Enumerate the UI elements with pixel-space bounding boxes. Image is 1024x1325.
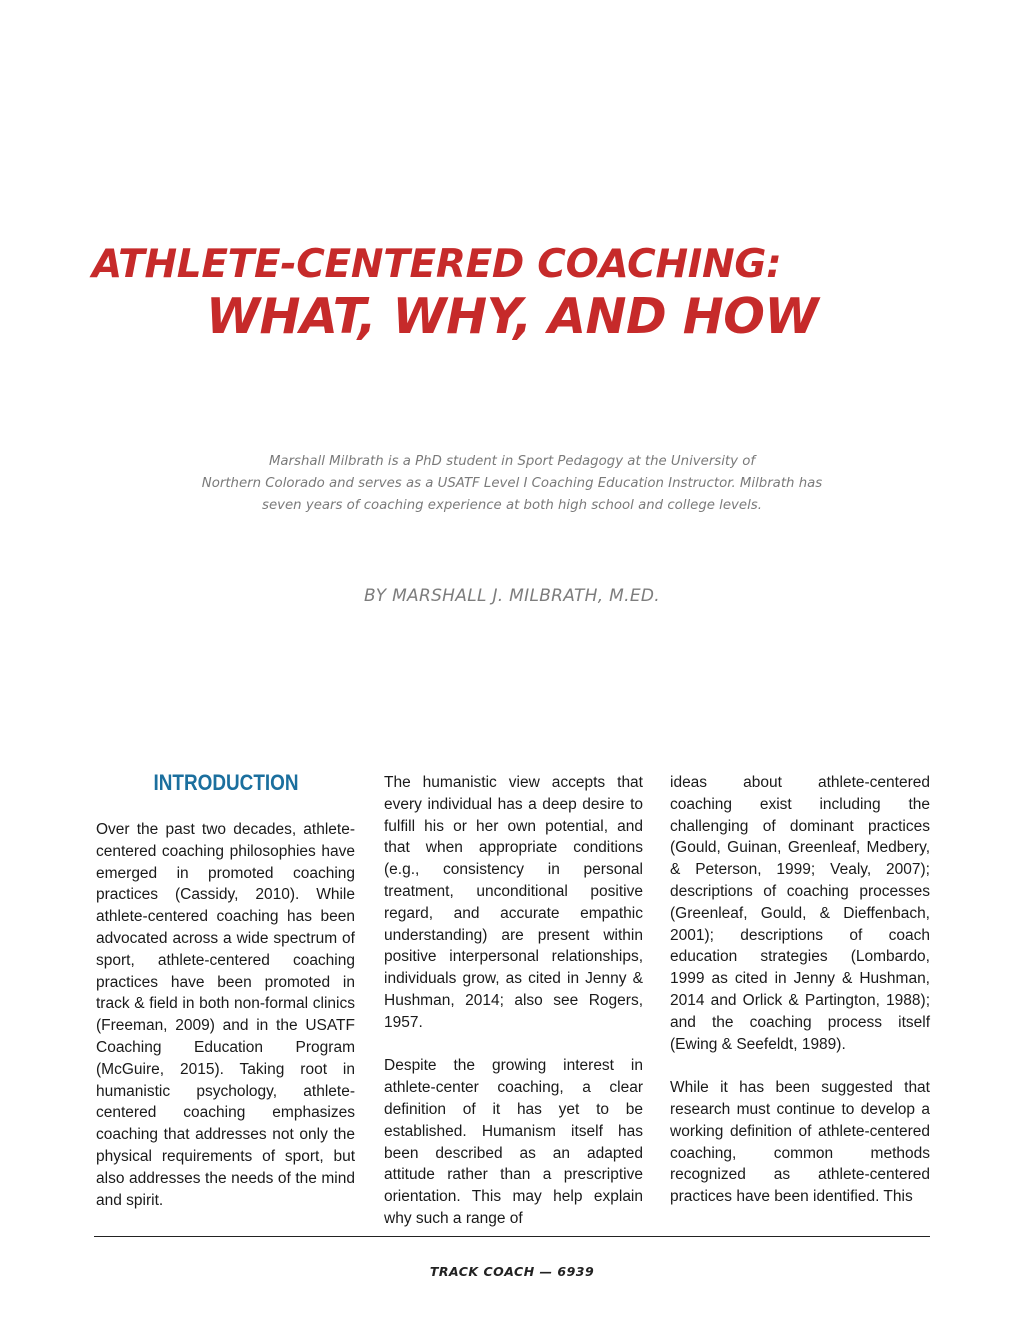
author-bio-line: Marshall Milbrath is a PhD student in Sport Pedagogy at the University of	[268, 454, 756, 469]
article-title-line-2: WHAT, WHY, AND HOW	[206, 288, 818, 345]
author-bio-line: seven years of coaching experience at both high school and college levels.	[262, 498, 762, 513]
byline: BY MARSHALL J. MILBRATH, M.ED.	[364, 586, 660, 606]
body-paragraph: While it has been suggested that research must continue to develop a working definition of athlete-centered coaching, common methods recognized as athlete-centered practices have been identified. This	[670, 1079, 930, 1206]
text-column-1	[96, 819, 355, 1211]
section-heading-introduction: INTRODUCTION	[153, 770, 299, 795]
body-paragraph: Despite the growing interest in athlete-center coaching, a clear definition of it has yet to be established. Humanism itself has been described as an adapted attitude rather than a prescriptive orientation. This may help explain why such a range of	[384, 1057, 643, 1227]
footer-divider	[94, 1236, 930, 1237]
author-bio-line: Northern Colorado and serves as a USATF Level I Coaching Education Instructor. Milbrath has	[201, 476, 823, 491]
author-bio	[150, 451, 874, 517]
body-paragraph: The humanistic view accepts that every individual has a deep desire to fulfill his or her own potential, and that when appropriate conditions (e.g., consistency in personal treatment, unconditional positive regard, and accurate empathic understanding) are present within positive interpersonal relationships, individuals grow, as cited in Jenny & Hushman, 2014; also see Rogers, 1957.	[384, 774, 643, 1031]
text-column-3	[670, 772, 930, 1208]
body-paragraph: ideas about athlete-centered coaching exist including the challenging of dominant practices (Gould, Guinan, Greenleaf, Medbery, & Peterson, 1999; Vealy, 2007); descriptions of coaching processes (Greenleaf, Gould, & Dieffenbach, 2001); descriptions of coach education strategies (Lombardo, 1999 as cited in Jenny & Hushman, 2014 and Orlick & Partington, 1988); and the coaching process itself (Ewing & Seefeldt, 1989).	[670, 774, 930, 1053]
article-title-line-1: ATHLETE-CENTERED COACHING:	[92, 242, 782, 287]
page-footer: TRACK COACH — 6939	[429, 1264, 595, 1279]
body-paragraph: Over the past two decades, athlete-centered coaching philosophies have emerged in promoted coaching practices (Cassidy, 2010). While athlete-centered coaching has been advocated across a wide spectrum of sport, athlete-centered coaching practices have been promoted in track & field in both non-formal clinics (Freeman, 2009) and in the USATF Coaching Education Program (McGuire, 2015). Taking root in humanistic psychology, athlete-centered coaching emphasizes coaching that addresses not only the physical requirements of sport, but also addresses the needs of the mind and spirit.	[96, 821, 355, 1209]
text-column-2	[384, 772, 643, 1230]
